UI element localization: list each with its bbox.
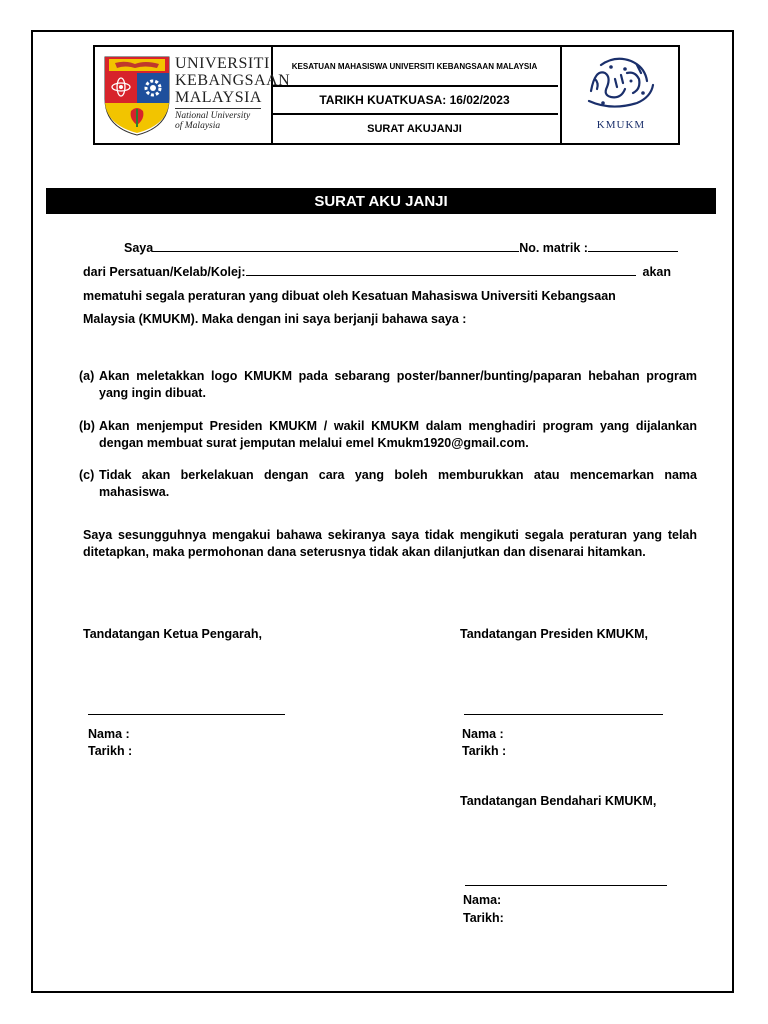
kmukm-calligraphy-logo-icon xyxy=(581,51,661,115)
presiden-nama: Nama : xyxy=(462,727,504,741)
doc-type: SURAT AKUJANJI xyxy=(367,123,462,135)
ukm-en-2: of Malaysia xyxy=(175,121,221,131)
body-line-4: Malaysia (KMUKM). Maka dengan ini saya berjanji bahawa saya : xyxy=(83,312,467,326)
document-header xyxy=(93,45,680,145)
matric-label: No. matrik : xyxy=(519,241,588,255)
ukm-line-2: KEBANGSAAN xyxy=(175,72,291,89)
akan-word: akan xyxy=(642,265,672,279)
persatuan-label: dari Persatuan/Kelab/Kolej: xyxy=(83,265,246,279)
kmukm-logo-label: KMUKM xyxy=(596,119,646,131)
effective-date: TARIKH KUATKUASA: 16/02/2023 xyxy=(271,87,558,115)
item-label: (b) xyxy=(79,419,95,433)
ukm-crest-icon xyxy=(101,53,173,137)
document-title: SURAT AKU JANJI xyxy=(46,188,716,214)
presiden-signature-line xyxy=(464,714,663,715)
presiden-tarikh: Tarikh : xyxy=(462,744,507,758)
item-label: (c) xyxy=(79,468,95,482)
saya-line xyxy=(124,241,678,255)
item-text: Akan menjemput Presiden KMUKM / wakil KMUKM dalam menghadiri program yang dijalankan dengan membuat surat jemputan melalui emel Kmukm1920@gmail.com. xyxy=(99,419,697,450)
ketua-nama: Nama : xyxy=(88,727,130,741)
ketua-signature-line xyxy=(88,714,285,715)
kmukm-logo-cell xyxy=(560,47,680,143)
bendahari-signature-heading: Tandatangan Bendahari KMUKM, xyxy=(460,794,657,808)
ukm-line-1: UNIVERSITI xyxy=(175,55,270,72)
ukm-line-3: MALAYSIA xyxy=(175,89,262,106)
presiden-signature-heading: Tandatangan Presiden KMUKM, xyxy=(460,627,648,641)
persatuan-line xyxy=(83,265,671,279)
bendahari-signature-line xyxy=(465,885,667,886)
ketua-tarikh: Tarikh : xyxy=(88,744,133,758)
bendahari-nama: Nama: xyxy=(463,893,502,907)
ketua-signature-heading: Tandatangan Ketua Pengarah, xyxy=(83,627,262,641)
ukm-divider xyxy=(175,108,261,109)
item-text: Akan meletakkan logo KMUKM pada sebarang poster/banner/bunting/paparan hebahan program yang ingin dibuat. xyxy=(99,369,697,400)
bendahari-tarikh: Tarikh: xyxy=(463,911,504,925)
declaration-paragraph: Saya sesungguhnya mengakui bahawa sekiranya saya tidak mengikuti segala peraturan yang telah ditetapkan, maka permohonan dana seterusnya tidak akan dilanjutkan dan disenarai hitamkan. xyxy=(83,528,697,559)
persatuan-blank xyxy=(246,275,636,276)
matric-blank xyxy=(588,251,678,252)
ukm-logo-cell xyxy=(95,47,291,143)
org-name: KESATUAN MAHASISWA UNIVERSITI KEBANGSAAN MALAYSIA xyxy=(271,47,558,87)
name-blank xyxy=(153,251,519,252)
header-info-cell xyxy=(271,47,558,143)
list-item xyxy=(79,467,697,503)
item-label: (a) xyxy=(79,369,95,383)
ukm-en-1: National University xyxy=(175,111,251,121)
list-item xyxy=(79,368,697,404)
page-frame xyxy=(31,30,734,993)
body-line-3: mematuhi segala peraturan yang dibuat oleh Kesatuan Mahasiswa Universiti Kebangsaan xyxy=(83,289,616,303)
saya-label: Saya xyxy=(124,241,154,255)
list-item xyxy=(79,418,697,454)
item-text: Tidak akan berkelakuan dengan cara yang boleh memburukkan atau mencemarkan nama mahasiswa. xyxy=(99,468,697,499)
